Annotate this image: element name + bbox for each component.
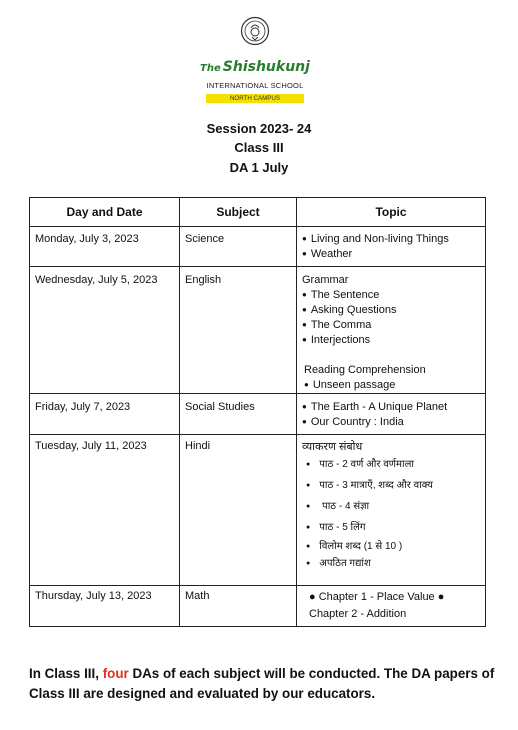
topic-item: ● The Comma	[302, 318, 480, 333]
subject-cell: English	[180, 267, 297, 394]
topic-cell	[297, 435, 486, 586]
topic-cell	[297, 267, 486, 394]
table-row	[30, 267, 486, 394]
brand-name: The Shishukunj	[200, 59, 310, 75]
exam-title: DA 1 July	[229, 160, 289, 175]
date-cell: Tuesday, July 11, 2023	[30, 435, 180, 586]
topic-section-title: व्याकरण संबोध	[302, 441, 363, 453]
topic-cell	[297, 586, 486, 627]
topic-item: ● The Sentence	[302, 288, 480, 303]
table-row	[30, 227, 486, 267]
topic-item: ● पाठ - 3 मात्राएँ, शब्द और वाक्य	[302, 476, 480, 497]
topic-item: ● Weather	[302, 247, 480, 262]
table-header-row	[30, 198, 486, 227]
date-cell: Monday, July 3, 2023	[30, 227, 180, 267]
topic-item: ● Unseen passage	[304, 378, 480, 393]
table-row	[30, 435, 486, 586]
column-header-date: Day and Date	[30, 198, 180, 227]
subject-cell: Science	[180, 227, 297, 267]
school-logo	[200, 14, 310, 106]
brand-subtitle: INTERNATIONAL SCHOOL	[206, 81, 304, 90]
subject-cell: Math	[180, 586, 297, 627]
topic-section-title: Grammar	[302, 274, 349, 286]
table-row	[30, 394, 486, 435]
column-header-topic: Topic	[297, 198, 486, 227]
table-row	[30, 586, 486, 627]
topic-item: ● Our Country : India	[302, 415, 480, 430]
topic-item: ● पाठ - 2 वर्ण और वर्णमाला	[302, 455, 480, 476]
topic-item: ● Chapter 1 - Place Value ●	[309, 591, 445, 603]
topic-item: ● अपठित गद्यांश	[302, 556, 480, 573]
topic-item: ● पाठ - 5 लिंग	[302, 518, 480, 539]
subject-cell: Hindi	[180, 435, 297, 586]
date-cell: Thursday, July 13, 2023	[30, 586, 180, 627]
topic-item: ● Asking Questions	[302, 303, 480, 318]
session-title: Session 2023- 24	[206, 121, 312, 136]
topic-item: Chapter 2 - Addition	[309, 608, 407, 620]
school-crest-icon	[240, 16, 270, 46]
footer-note: In Class III, four DAs of each subject will be conducted. The DA papers of Class III are designed and evaluated by our educators.	[29, 666, 495, 701]
subject-cell: Social Studies	[180, 394, 297, 435]
highlight-count: four	[102, 666, 129, 681]
topic-item: ● विलोम शब्द (1 से 10 )	[302, 539, 480, 556]
topic-section-title: Reading Comprehension	[304, 364, 426, 376]
topic-cell	[297, 227, 486, 267]
campus-badge: NORTH CAMPUS	[206, 94, 304, 103]
schedule-table	[29, 197, 486, 627]
date-cell: Friday, July 7, 2023	[30, 394, 180, 435]
topic-item: ● Living and Non-living Things	[302, 232, 480, 247]
topic-item: ● The Earth - A Unique Planet	[302, 400, 480, 415]
topic-item: ● पाठ - 4 संज्ञा	[302, 497, 480, 518]
class-title: Class III	[234, 140, 284, 155]
column-header-subject: Subject	[180, 198, 297, 227]
date-cell: Wednesday, July 5, 2023	[30, 267, 180, 394]
topic-item: ● Interjections	[302, 333, 480, 348]
topic-cell	[297, 394, 486, 435]
